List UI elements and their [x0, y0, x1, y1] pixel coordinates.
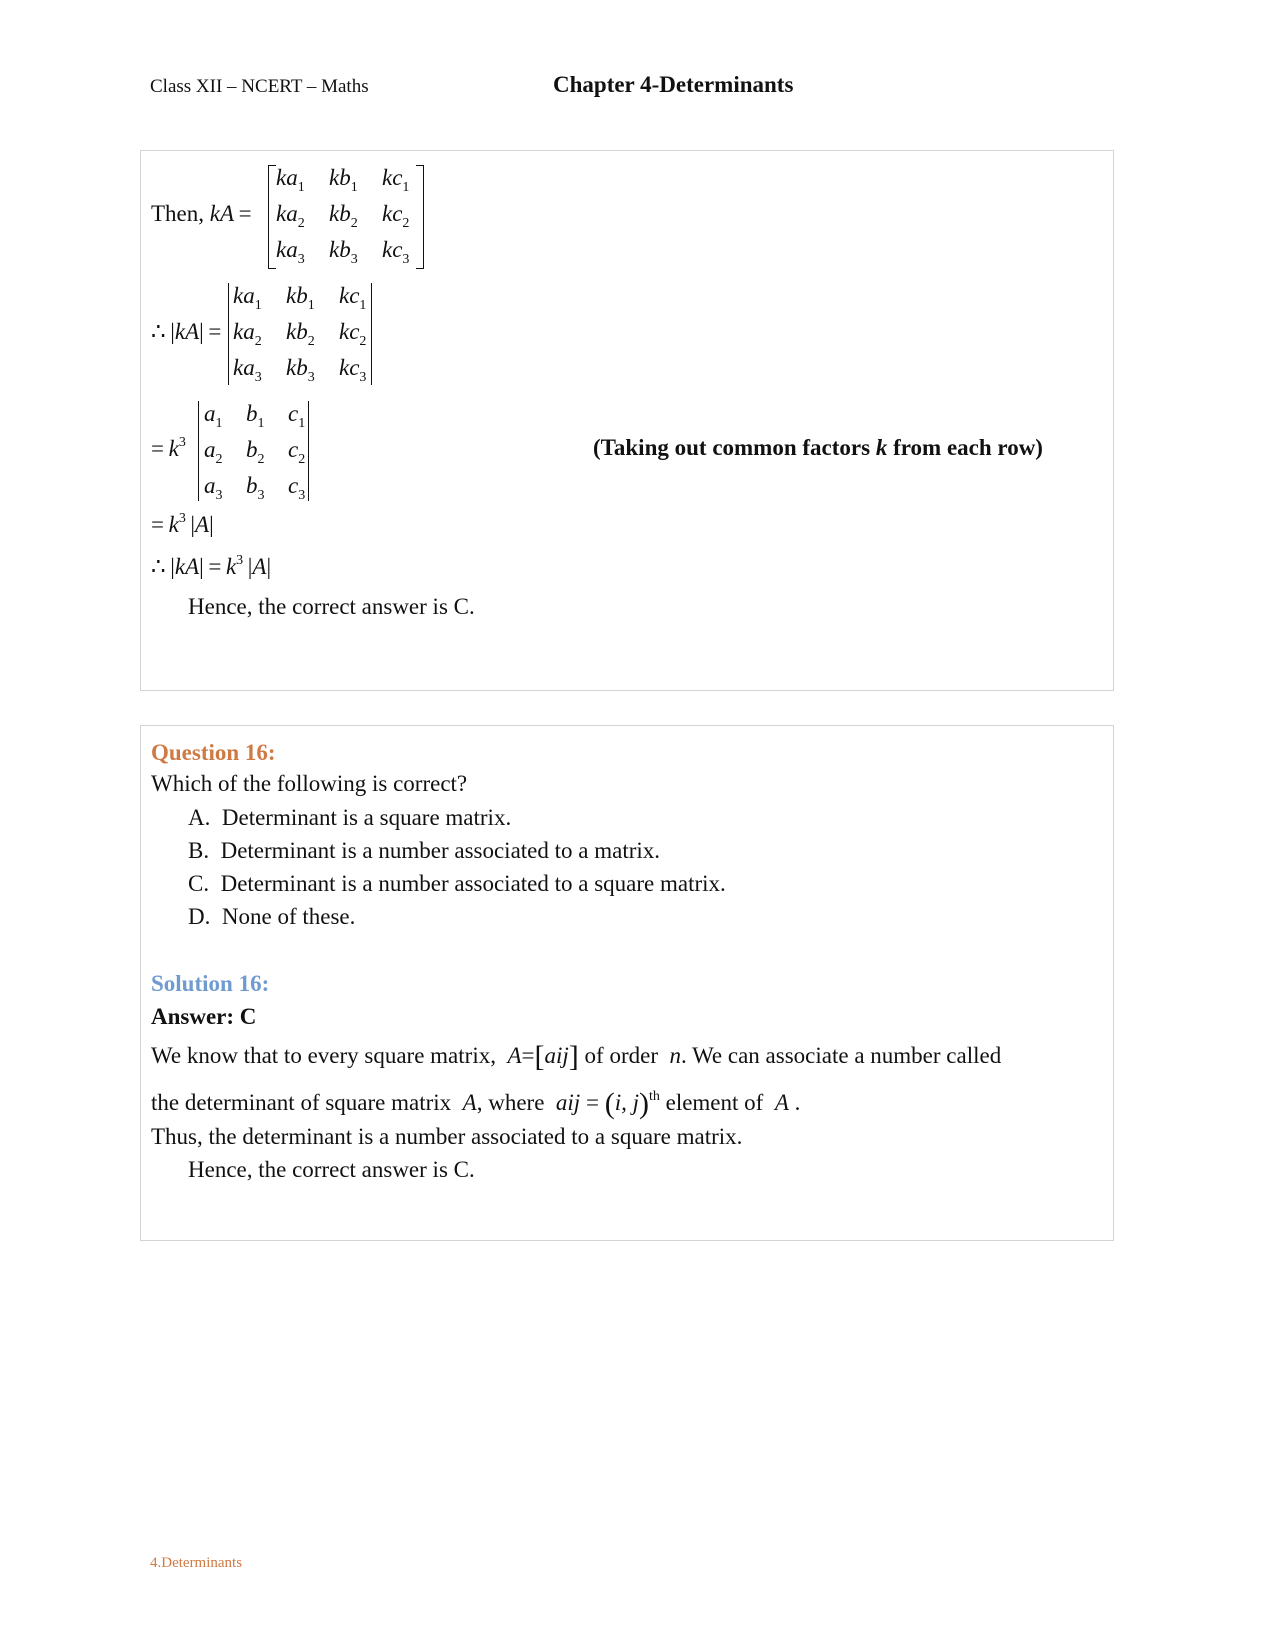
det-right-bar — [371, 283, 372, 385]
ka-det-cell-r1c3: $kc_1$ — [339, 283, 367, 313]
chapter-title: Chapter 4-Determinants — [553, 72, 794, 97]
a-det-cell-r1c3: $c_1$ — [288, 401, 306, 431]
option-c: C. Determinant is a number associated to a square matrix. — [188, 871, 726, 896]
a-det-cell-r1c2: $b_1$ — [246, 401, 265, 431]
ka-matrix-cell-r3c3: $kc_3$ — [382, 237, 410, 267]
common-factor-note: (Taking out common factors k from each row) — [593, 435, 1043, 460]
a-det-cell-r1c1: $a_1$ — [204, 401, 223, 431]
k-cubed-A-line: = $k^3$ |A| — [151, 511, 214, 537]
solution-16-line3: Thus, the determinant is a number associated to a square matrix. — [151, 1124, 743, 1149]
solution-16-title: Solution 16: — [151, 971, 270, 996]
ka-det-cell-r3c3: $kc_3$ — [339, 355, 367, 385]
question-16-box — [140, 725, 1114, 1241]
hence-answer-16: Hence, the correct answer is C. — [188, 1157, 475, 1182]
ka-det-cell-r1c1: $ka_1$ — [233, 283, 262, 313]
a-det-cell-r3c2: $b_3$ — [246, 473, 265, 503]
det-a-left-bar — [198, 401, 199, 501]
matrix-left-bracket — [268, 165, 276, 269]
a-det-cell-r3c1: $a_3$ — [204, 473, 223, 503]
question-16-prompt: Which of the following is correct? — [151, 771, 468, 796]
ka-det-cell-r2c3: $kc_2$ — [339, 319, 367, 349]
ka-det-cell-r3c2: $kb_3$ — [286, 355, 315, 385]
det-left-bar — [228, 283, 229, 385]
ka-matrix-cell-r1c3: $kc_1$ — [382, 165, 410, 195]
ka-matrix-cell-r2c1: $ka_2$ — [276, 201, 305, 231]
a-det-cell-r2c1: $a_2$ — [204, 437, 223, 467]
ka-matrix-cell-r2c3: $kc_2$ — [382, 201, 410, 231]
ka-det-cell-r2c1: $ka_2$ — [233, 319, 262, 349]
option-a: A. Determinant is a square matrix. — [188, 805, 512, 830]
a-det-cell-r2c3: $c_2$ — [288, 437, 306, 467]
header-class-label: Class XII – NCERT – Maths — [150, 76, 369, 97]
a-det-cell-r3c3: $c_3$ — [288, 473, 306, 503]
option-b: B. Determinant is a number associated to a matrix. — [188, 838, 661, 863]
question-16-title: Question 16: — [151, 740, 276, 765]
det-a-right-bar — [308, 401, 309, 501]
ka-matrix-cell-r2c2: $kb_2$ — [329, 201, 358, 231]
ka-det-cell-r2c2: $kb_2$ — [286, 319, 315, 349]
hence-answer-15: Hence, the correct answer is C. — [188, 594, 475, 619]
ka-matrix-cell-r1c1: $ka_1$ — [276, 165, 305, 195]
footer-label: 4.Determinants — [150, 1555, 243, 1571]
result-line: ∴ $|kA| = k^3$ |A| — [151, 553, 272, 579]
ka-matrix-cell-r3c2: $kb_3$ — [329, 237, 358, 267]
ka-matrix-cell-r3c1: $ka_3$ — [276, 237, 305, 267]
ka-det-cell-r1c2: $kb_1$ — [286, 283, 315, 313]
then-label: Then, kA = — [151, 201, 252, 226]
therefore-kA-line: ∴ |kA| = — [151, 319, 222, 344]
solution-16-line2: the determinant of square matrix A, where aij = (i, j)$^{th}$ element of A . — [151, 1087, 801, 1120]
ka-matrix-cell-r1c2: $kb_1$ — [329, 165, 358, 195]
solution-15-box — [140, 150, 1114, 691]
option-d: D. None of these. — [188, 904, 356, 929]
answer-label: Answer: C — [151, 1004, 257, 1029]
solution-16-line1: We know that to every square matrix, A=[aij] of order n. We can associate a number called — [151, 1040, 1002, 1073]
a-det-cell-r2c2: $b_2$ — [246, 437, 265, 467]
ka-det-cell-r3c1: $ka_3$ — [233, 355, 262, 385]
k-cubed-line: = $k^3$ — [151, 435, 186, 461]
matrix-right-bracket — [416, 165, 424, 269]
